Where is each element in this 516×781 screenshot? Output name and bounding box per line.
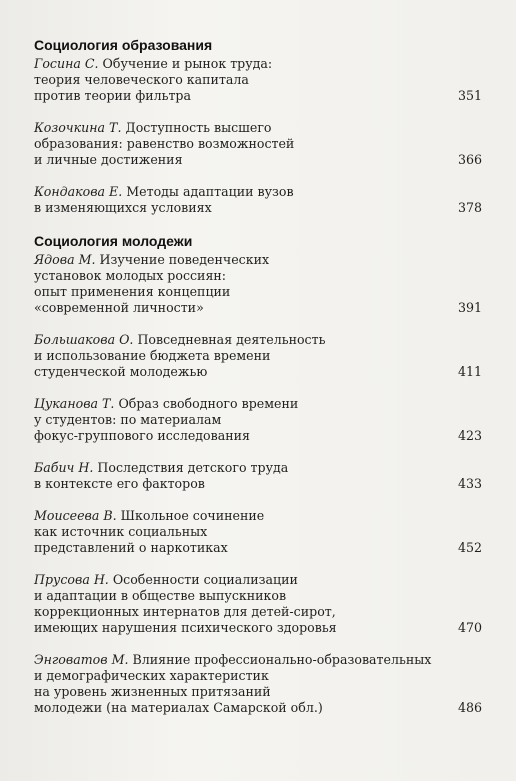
entry-title-line: Последствия детского труда [97,460,289,475]
entry-title-line: Методы адаптации вузов [126,184,294,199]
toc-entry [34,56,482,104]
page-number: 486 [457,700,482,715]
entry-title-line: «современной личности» [34,300,204,315]
page-number: 470 [457,620,482,635]
page-number: 378 [457,200,482,215]
entry-title-line: образования: равенство возможностей [34,136,295,151]
entry-author: Ядова М. [34,252,96,267]
entry-title-line: установок молодых россиян: [34,268,227,283]
entry-author: Козочкина Т. [34,120,122,135]
page-number: 423 [457,428,482,443]
entry-title-line: на уровень жизненных притязаний [34,684,271,699]
entry-author: Большакова О. [34,332,134,347]
section-sociology-of-youth [34,232,482,716]
page-number: 411 [457,364,482,379]
toc-entry [34,252,482,316]
entry-author: Энговатов М. [34,652,129,667]
page-number: 351 [457,88,482,103]
page-number: 366 [457,152,482,167]
toc-entry [34,460,482,492]
entry-title-line: у студентов: по материалам [34,412,222,427]
section-title: Социология образования [34,37,213,53]
entry-title-line: Особенности социализации [112,572,298,587]
entry-title-line: как источник социальных [34,524,208,539]
page-number: 391 [457,300,482,315]
section-title: Социология молодежи [34,233,193,249]
toc-entry [34,120,482,168]
entry-author: Госина С. [34,56,99,71]
entry-title-line: Изучение поведенческих [99,252,270,267]
entry-title-line: опыт применения концепции [34,284,231,299]
entry-author: Цуканова Т. [34,396,115,411]
entry-title-line: фокус-группового исследования [34,428,250,443]
entry-title-line: Школьное сочинение [120,508,265,523]
entry-title-line: Влияние профессионально-образовательных [132,652,432,667]
entry-title-line: представлений о наркотиках [34,540,228,555]
entry-title-line: коррекционных интернатов для детей-сирот, [34,604,336,619]
entry-title-line: Образ свободного времени [118,396,299,411]
entry-title-line: в изменяющихся условиях [34,200,212,215]
entry-author: Бабич Н. [34,460,94,475]
entry-title-line: молодежи (на материалах Самарской обл.) [34,700,323,715]
entry-title-line: и использование бюджета времени [34,348,271,363]
table-of-contents [34,36,482,732]
entry-title-line: Обучение и рынок труда: [102,56,273,71]
entry-author: Кондакова Е. [34,184,123,199]
entry-title-line: Доступность высшего [125,120,272,135]
entry-title-line: Повседневная деятельность [137,332,326,347]
toc-entry [34,184,482,216]
entry-title-line: имеющих нарушения психического здоровья [34,620,337,635]
page-number: 433 [457,476,482,491]
toc-entry [34,332,482,380]
toc-entry [34,508,482,556]
entry-title-line: и демографических характеристик [34,668,269,683]
toc-entry [34,572,482,636]
entry-title-line: против теории фильтра [34,88,191,103]
entry-title-line: и личные достижения [34,152,183,167]
page-number: 452 [457,540,482,555]
entry-author: Моисеева В. [34,508,117,523]
entry-author: Прусова Н. [34,572,109,587]
entry-title-line: и адаптации в обществе выпускников [34,588,287,603]
entry-title-line: теория человеческого капитала [34,72,249,87]
section-sociology-of-education [34,36,482,216]
entry-title-line: студенческой молодежью [34,364,208,379]
toc-entry [34,652,482,716]
toc-entry [34,396,482,444]
entry-title-line: в контексте его факторов [34,476,205,491]
